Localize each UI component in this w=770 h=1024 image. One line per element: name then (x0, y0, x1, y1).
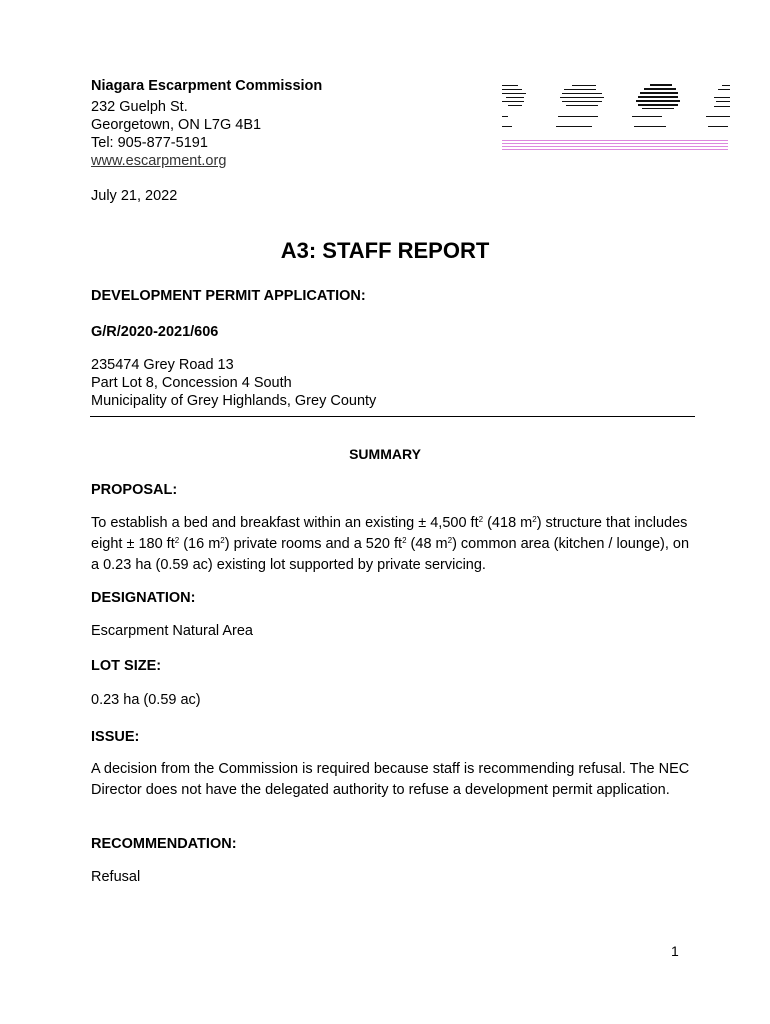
lot-size-value: 0.23 ha (0.59 ac) (91, 692, 201, 708)
letterhead (91, 77, 322, 170)
divider (90, 416, 695, 417)
page-title: A3: STAFF REPORT (280, 238, 490, 263)
report-date: July 21, 2022 (91, 188, 178, 204)
proposal-text: To establish a bed and breakfast within an existing ± 4,500 $ft^2$ (418 $m^2$) structure that includes eight ± 180 $ft^2$ (16 $m^2$) private rooms and a 520 $ft^2$ (48 $m^2$) common area (kitchen / lounge), on a 0.23 ha (0.59 ac) existing lot supported by private servicing. (91, 515, 690, 573)
page-number: 1 (671, 943, 679, 959)
nec-logo (500, 82, 732, 156)
recommendation-value: Refusal (91, 869, 141, 885)
designation-value: Escarpment Natural Area (91, 623, 253, 639)
summary-heading: SUMMARY (349, 446, 421, 462)
address-line: Municipality of Grey Highlands, Grey County (91, 393, 377, 409)
lot-size-heading: LOT SIZE: (91, 658, 162, 674)
proposal-heading: PROPOSAL: (91, 482, 178, 498)
stripe-emblem-icon (502, 85, 526, 127)
stripe-sun-icon (632, 84, 680, 127)
issue-text: A decision from the Commission is required because staff is recommending refusal. The NEC Director does not have the delegated authority to refuse a development permit application. (91, 761, 690, 798)
website-link[interactable]: www.escarpment.org (91, 153, 227, 169)
recommendation-heading: RECOMMENDATION: (91, 836, 237, 852)
address-line: Part Lot 8, Concession 4 South (91, 375, 292, 391)
tagline-graphic (502, 140, 728, 150)
application-heading: DEVELOPMENT PERMIT APPLICATION: (91, 288, 366, 304)
file-number: G/R/2020-2021/606 (91, 324, 219, 340)
property-address (91, 356, 376, 410)
stripe-emblem-icon (706, 85, 730, 127)
issue-heading: ISSUE: (91, 729, 140, 745)
telephone: Tel: 905-877-5191 (91, 135, 208, 151)
designation-heading: DESIGNATION: (91, 590, 196, 606)
organization-name: Niagara Escarpment Commission (91, 78, 323, 94)
street-address: 232 Guelph St. (91, 99, 188, 115)
stripe-emblem-icon (556, 85, 604, 127)
address-line: 235474 Grey Road 13 (91, 357, 234, 373)
city-postal: Georgetown, ON L7G 4B1 (91, 117, 262, 133)
